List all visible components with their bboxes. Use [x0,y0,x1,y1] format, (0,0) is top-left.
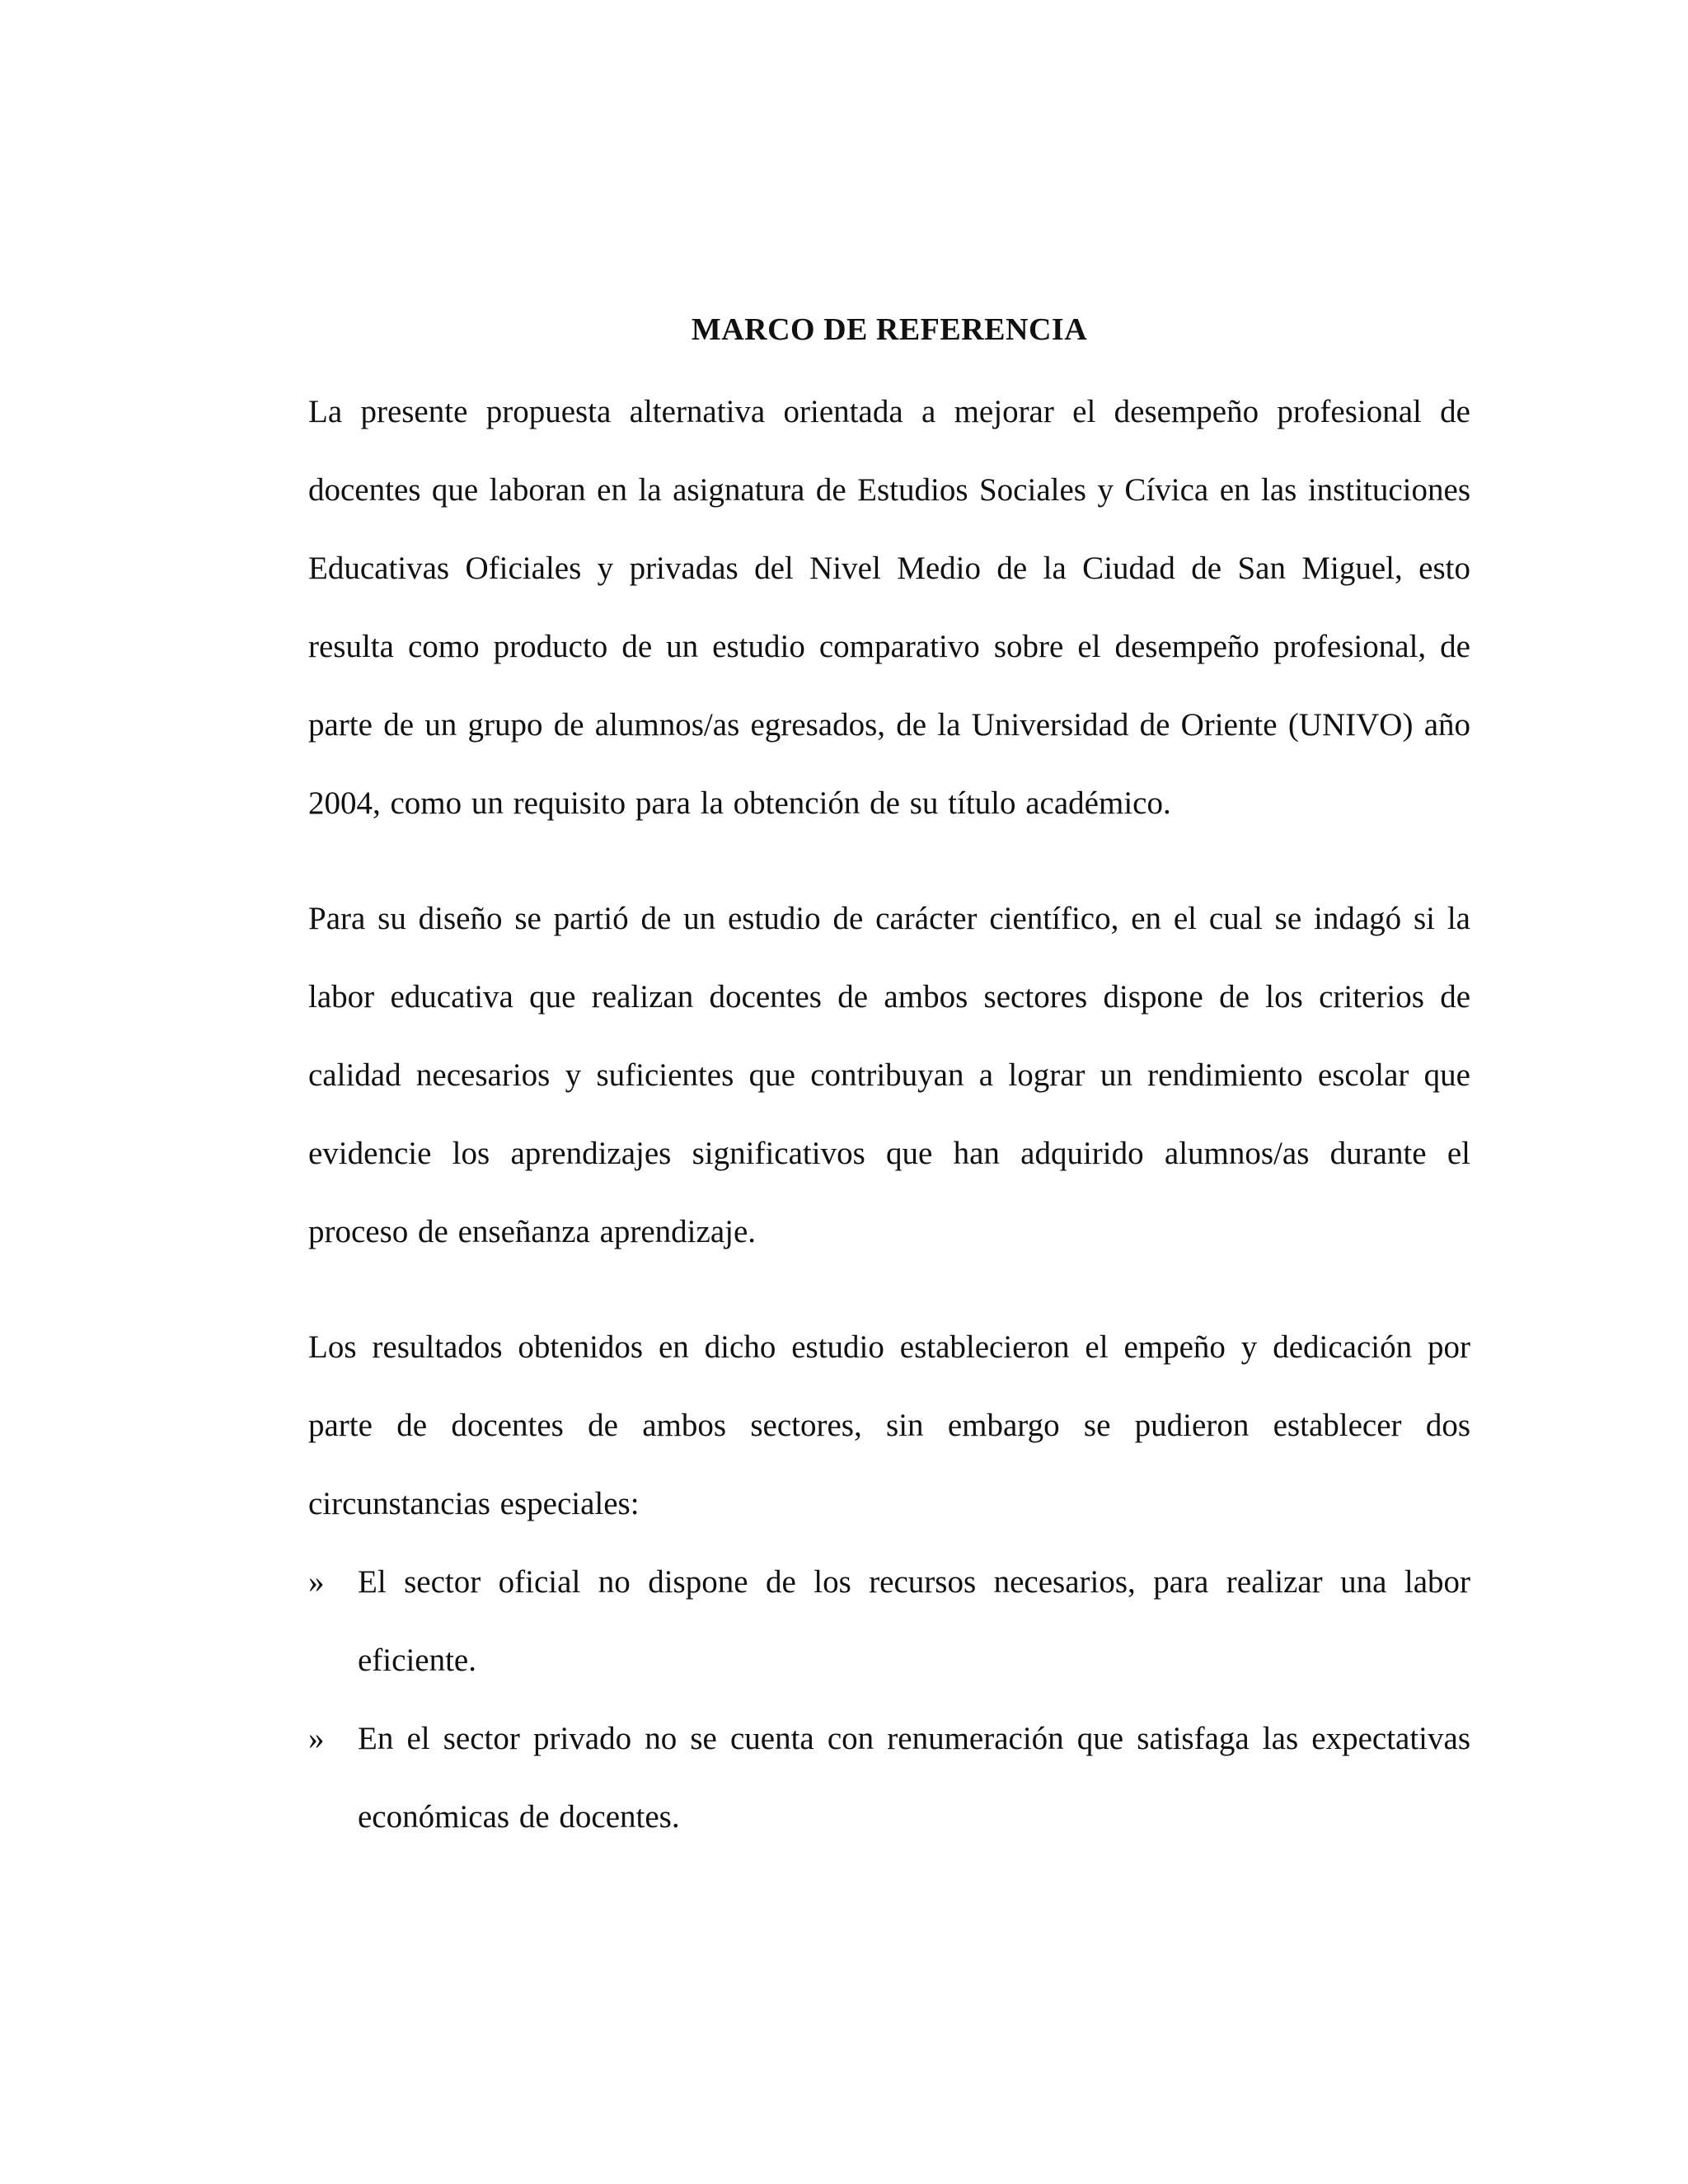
paragraph-design: Para su diseño se partió de un estudio de carácter científico, en el cual se indagó si la labor educativa que realizan docentes de ambos sectores dispone de los criterios de calidad necesarios y suficientes que contribuyan a lograr un rendimiento escolar que evidencie los aprendizajes significativos que han adquirido alumnos/as durante el proceso de enseñanza aprendizaje. [308,901,1470,1249]
list-item [308,1699,1470,1856]
list-item-text: El sector oficial no dispone de los recursos necesarios, para realizar una labor eficiente. [358,1564,1470,1678]
paragraph-intro: La presente propuesta alternativa orientada a mejorar el desempeño profesional de docentes que laboran en la asignatura de Estudios Sociales y Cívica en las instituciones Educativas Oficiales y privadas del Nivel Medio de la Ciudad de San Miguel, esto resulta como producto de un estudio comparativo sobre el desempeño profesional, de parte de un grupo de alumnos/as egresados, de la Universidad de Oriente (UNIVO) año 2004, como un requisito para la obtención de su título académico. [308,394,1470,821]
bullet-list [308,1543,1470,1856]
list-item [308,1543,1470,1699]
paragraph-results: Los resultados obtenidos en dicho estudio establecieron el empeño y dedicación por parte de docentes de ambos sectores, sin embargo se pudieron establecer dos circunstancias especiales: [308,1329,1470,1521]
document-page [308,297,1470,1856]
bullet-marker-icon: » [308,1564,325,1600]
bullet-marker-icon: » [308,1721,325,1756]
list-item-text: En el sector privado no se cuenta con renumeración que satisfaga las expectativas económicas de docentes. [358,1721,1470,1835]
page-title: MARCO DE REFERENCIA [691,312,1088,347]
